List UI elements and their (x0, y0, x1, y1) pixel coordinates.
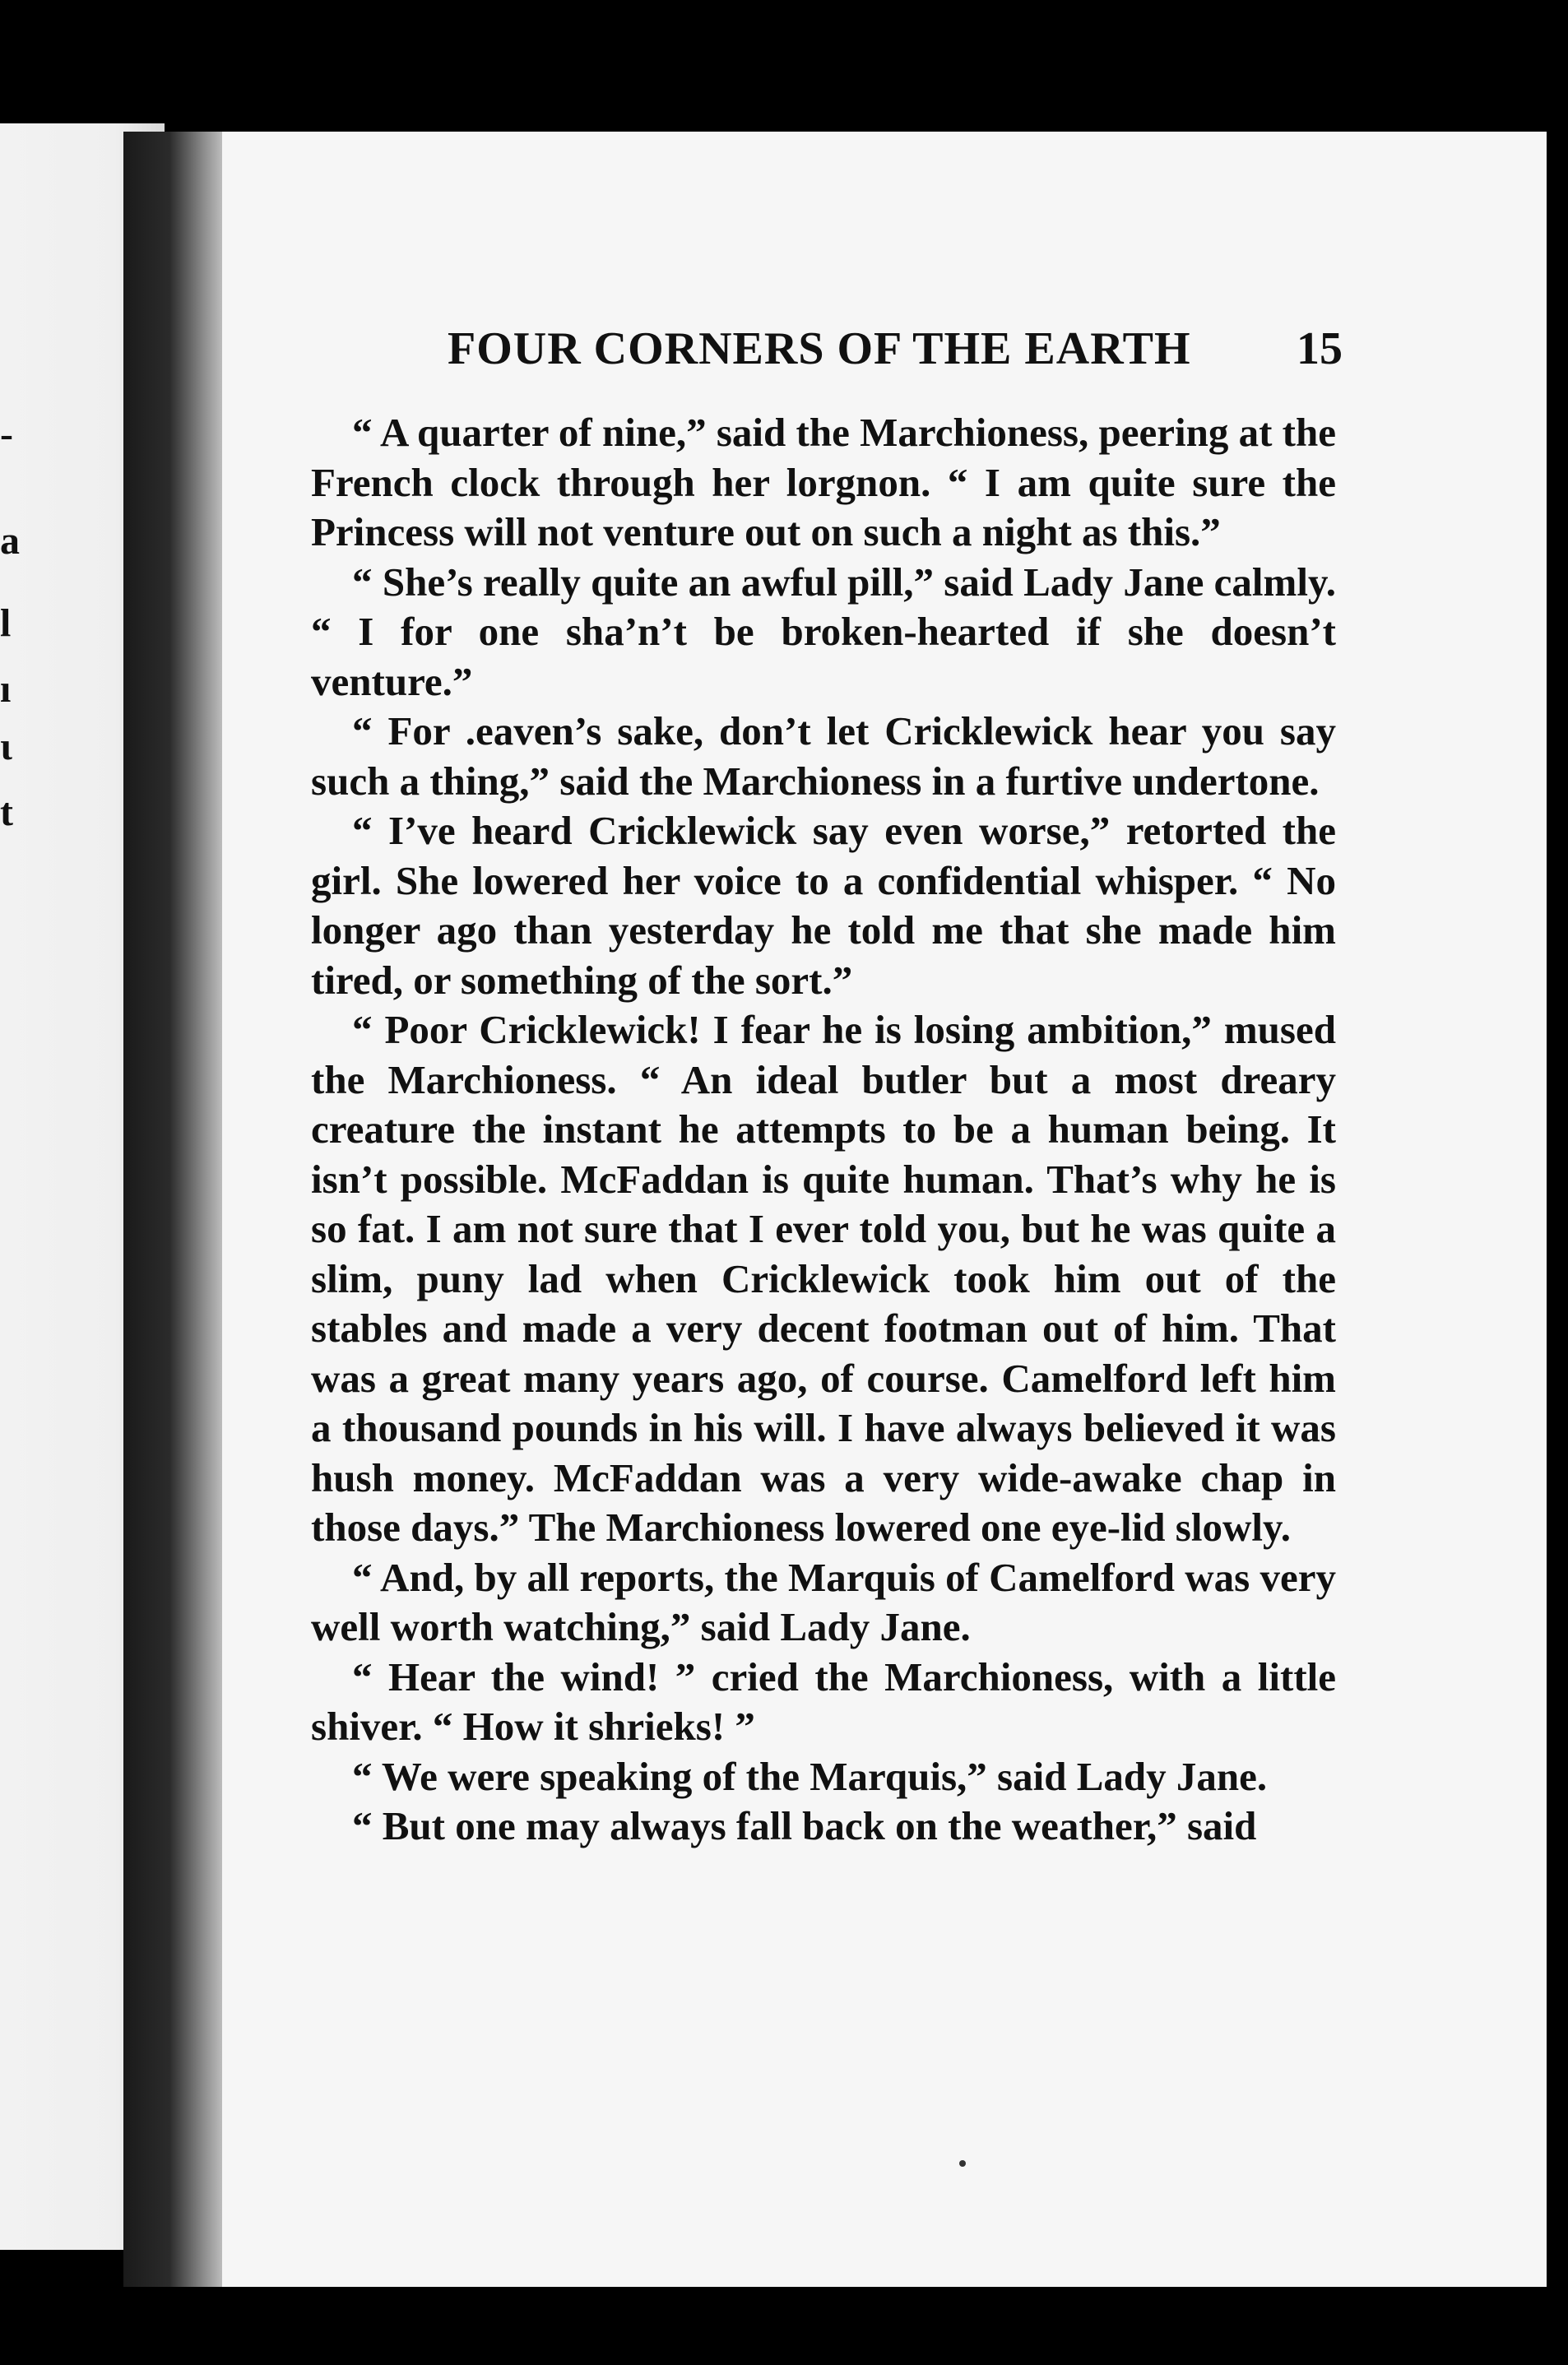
facing-page-fragment: ı (0, 667, 12, 711)
facing-page-fragment: a (0, 519, 20, 563)
body-text (311, 408, 1336, 1852)
page-header (448, 322, 1343, 388)
facing-page-fragment: ι (0, 725, 12, 768)
paragraph: “ Hear the wind! ” cried the Marchioness, with a little shiver. “ How it shrieks! ” (311, 1653, 1336, 1749)
paragraph: “ We were speaking of the Marquis,” said Lady Jane. (352, 1753, 1268, 1799)
paragraph: “ For .eaven’s sake, don’t let Cricklewick hear you say such a thing,” said the Marchioness in a furtive undertone. (311, 708, 1336, 804)
page-number: 15 (1297, 323, 1343, 374)
paragraph: “ She’s really quite an awful pill,” said Lady Jane calmly. “ I for one sha’n’t be broken-hearted if she doesn’t venture.” (311, 559, 1336, 704)
running-title: FOUR CORNERS OF THE EARTH (448, 323, 1191, 374)
ink-speck (959, 2160, 966, 2167)
paragraph: “ And, by all reports, the Marquis of Camelford was very well worth watching,” said Lady Jane. (311, 1554, 1336, 1649)
facing-page-fragment: l (0, 601, 12, 645)
paragraph: “ I’ve heard Cricklewick say even worse,” retorted the girl. She lowered her voice to a confidential whisper. “ No longer ago than yesterday he told me that she made him tired, or something of the sort.” (311, 808, 1336, 1003)
paragraph: “ But one may always fall back on the weather,” said (352, 1803, 1257, 1848)
facing-page-fragment: t (0, 791, 13, 834)
paragraph: “ A quarter of nine,” said the Marchioness, peering at the French clock through her lorgnon. “ I am quite sure the Princess will not venture out on such a night as this.” (311, 410, 1336, 554)
binding-gutter (123, 132, 239, 2287)
paragraph: “ Poor Cricklewick! I fear he is losing ambition,” mused the Marchioness. “ An ideal butler but a most dreary creature the instant he attempts to be a human being. It isn’t possible. McFaddan is quite human. That’s why he is so fat. I am not sure that I ever told you, but he was quite a slim, puny lad when Cricklewick took him out of the stables and made a very decent footman out of him. That was a great many years ago, of course. Camelford left him a thousand pounds in his will. I have always believed it was hush money. McFaddan was a very wide-awake chap in those days.” The Marchioness lowered one eye-lid slowly. (311, 1007, 1336, 1550)
facing-page-fragment: - (0, 412, 13, 456)
